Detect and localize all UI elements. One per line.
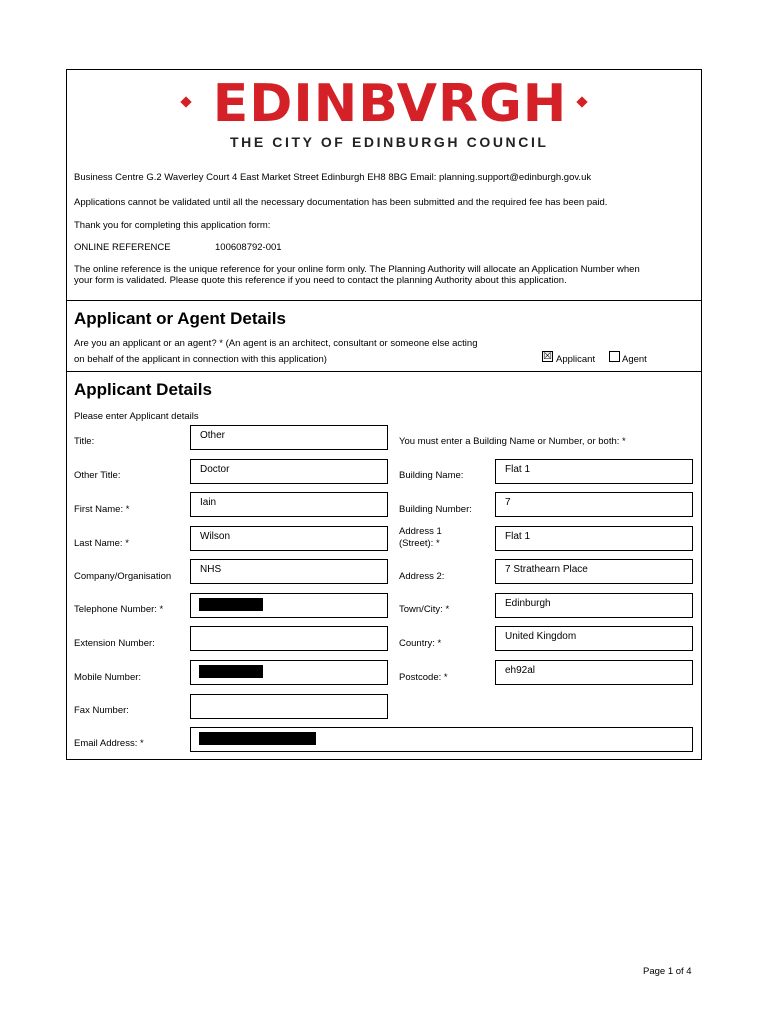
extension-label: Extension Number: xyxy=(74,638,155,649)
last-name-label: Last Name: * xyxy=(74,538,129,549)
agent-question-line1: Are you an applicant or an agent? * (An agent is an architect, consultant or someone else acting xyxy=(74,338,478,349)
town-label: Town/City: * xyxy=(399,604,450,615)
building-number-label: Building Number: xyxy=(399,504,472,515)
edinburgh-logo xyxy=(180,74,600,152)
address1-field[interactable]: Flat 1 xyxy=(495,526,693,551)
company-field[interactable]: NHS xyxy=(190,559,388,584)
redaction-bar xyxy=(199,665,263,678)
agent-question-line2: on behalf of the applicant in connection with this application) xyxy=(74,354,327,365)
agent-label: Agent xyxy=(622,354,647,365)
section-divider xyxy=(66,300,702,301)
mobile-field[interactable] xyxy=(190,660,388,685)
building-name-label: Building Name: xyxy=(399,470,464,481)
title-label: Title: xyxy=(74,436,95,447)
applicant-intro: Please enter Applicant details xyxy=(74,411,199,422)
logo-subtitle: THE CITY OF EDINBURGH COUNCIL xyxy=(230,134,549,150)
first-name-label: First Name: * xyxy=(74,504,130,515)
redaction-bar xyxy=(199,732,316,745)
address-line: Business Centre G.2 Waverley Court 4 East Market Street Edinburgh EH8 8BG Email: planning.support@edinburgh.gov.uk xyxy=(74,172,592,183)
address2-label: Address 2: xyxy=(399,571,445,582)
building-name-field[interactable]: Flat 1 xyxy=(495,459,693,484)
extension-field[interactable] xyxy=(190,626,388,651)
other-title-field[interactable]: Doctor xyxy=(190,459,388,484)
building-note: You must enter a Building Name or Number, or both: * xyxy=(399,436,626,447)
agent-checkbox[interactable] xyxy=(609,351,620,362)
ref-note-line2: your form is validated. Please quote this reference if you need to contact the planning Authority about this application. xyxy=(74,275,567,286)
telephone-field[interactable] xyxy=(190,593,388,618)
diamond-icon xyxy=(180,96,191,107)
fax-label: Fax Number: xyxy=(74,705,129,716)
town-field[interactable]: Edinburgh xyxy=(495,593,693,618)
company-label: Company/Organisation xyxy=(74,571,172,582)
online-ref-value: 100608792-001 xyxy=(215,242,282,253)
title-field[interactable]: Other xyxy=(190,425,388,450)
address1-label-line2: (Street): * xyxy=(399,538,440,549)
validation-note: Applications cannot be validated until all the necessary documentation has been submitted and the required fee has been paid. xyxy=(74,197,608,208)
redaction-bar xyxy=(199,598,263,611)
online-ref-label: ONLINE REFERENCE xyxy=(74,242,171,253)
agent-section-title: Applicant or Agent Details xyxy=(74,309,286,328)
thanks-text: Thank you for completing this application form: xyxy=(74,220,271,231)
country-field[interactable]: United Kingdom xyxy=(495,626,693,651)
ref-note-line1: The online reference is the unique reference for your online form only. The Planning Authority will allocate an Application Number when xyxy=(74,264,640,275)
address2-field[interactable]: 7 Strathearn Place xyxy=(495,559,693,584)
email-field[interactable] xyxy=(190,727,693,752)
applicant-checkbox[interactable]: ☒ xyxy=(543,351,552,362)
mobile-label: Mobile Number: xyxy=(74,672,142,683)
applicant-section-title: Applicant Details xyxy=(74,380,212,399)
postcode-field[interactable]: eh92al xyxy=(495,660,693,685)
telephone-label: Telephone Number: * xyxy=(74,604,164,615)
first-name-field[interactable]: Iain xyxy=(190,492,388,517)
last-name-field[interactable]: Wilson xyxy=(190,526,388,551)
section-divider xyxy=(66,371,702,372)
logo-wordmark: EDINBVRGH xyxy=(212,74,568,134)
postcode-label: Postcode: * xyxy=(399,672,448,683)
email-label: Email Address: * xyxy=(74,738,144,749)
applicant-label: Applicant xyxy=(556,354,596,365)
building-number-field[interactable]: 7 xyxy=(495,492,693,517)
other-title-label: Other Title: xyxy=(74,470,121,481)
address1-label-line1: Address 1 xyxy=(399,526,442,537)
fax-field[interactable] xyxy=(190,694,388,719)
country-label: Country: * xyxy=(399,638,442,649)
page-number: Page 1 of 4 xyxy=(643,966,692,977)
